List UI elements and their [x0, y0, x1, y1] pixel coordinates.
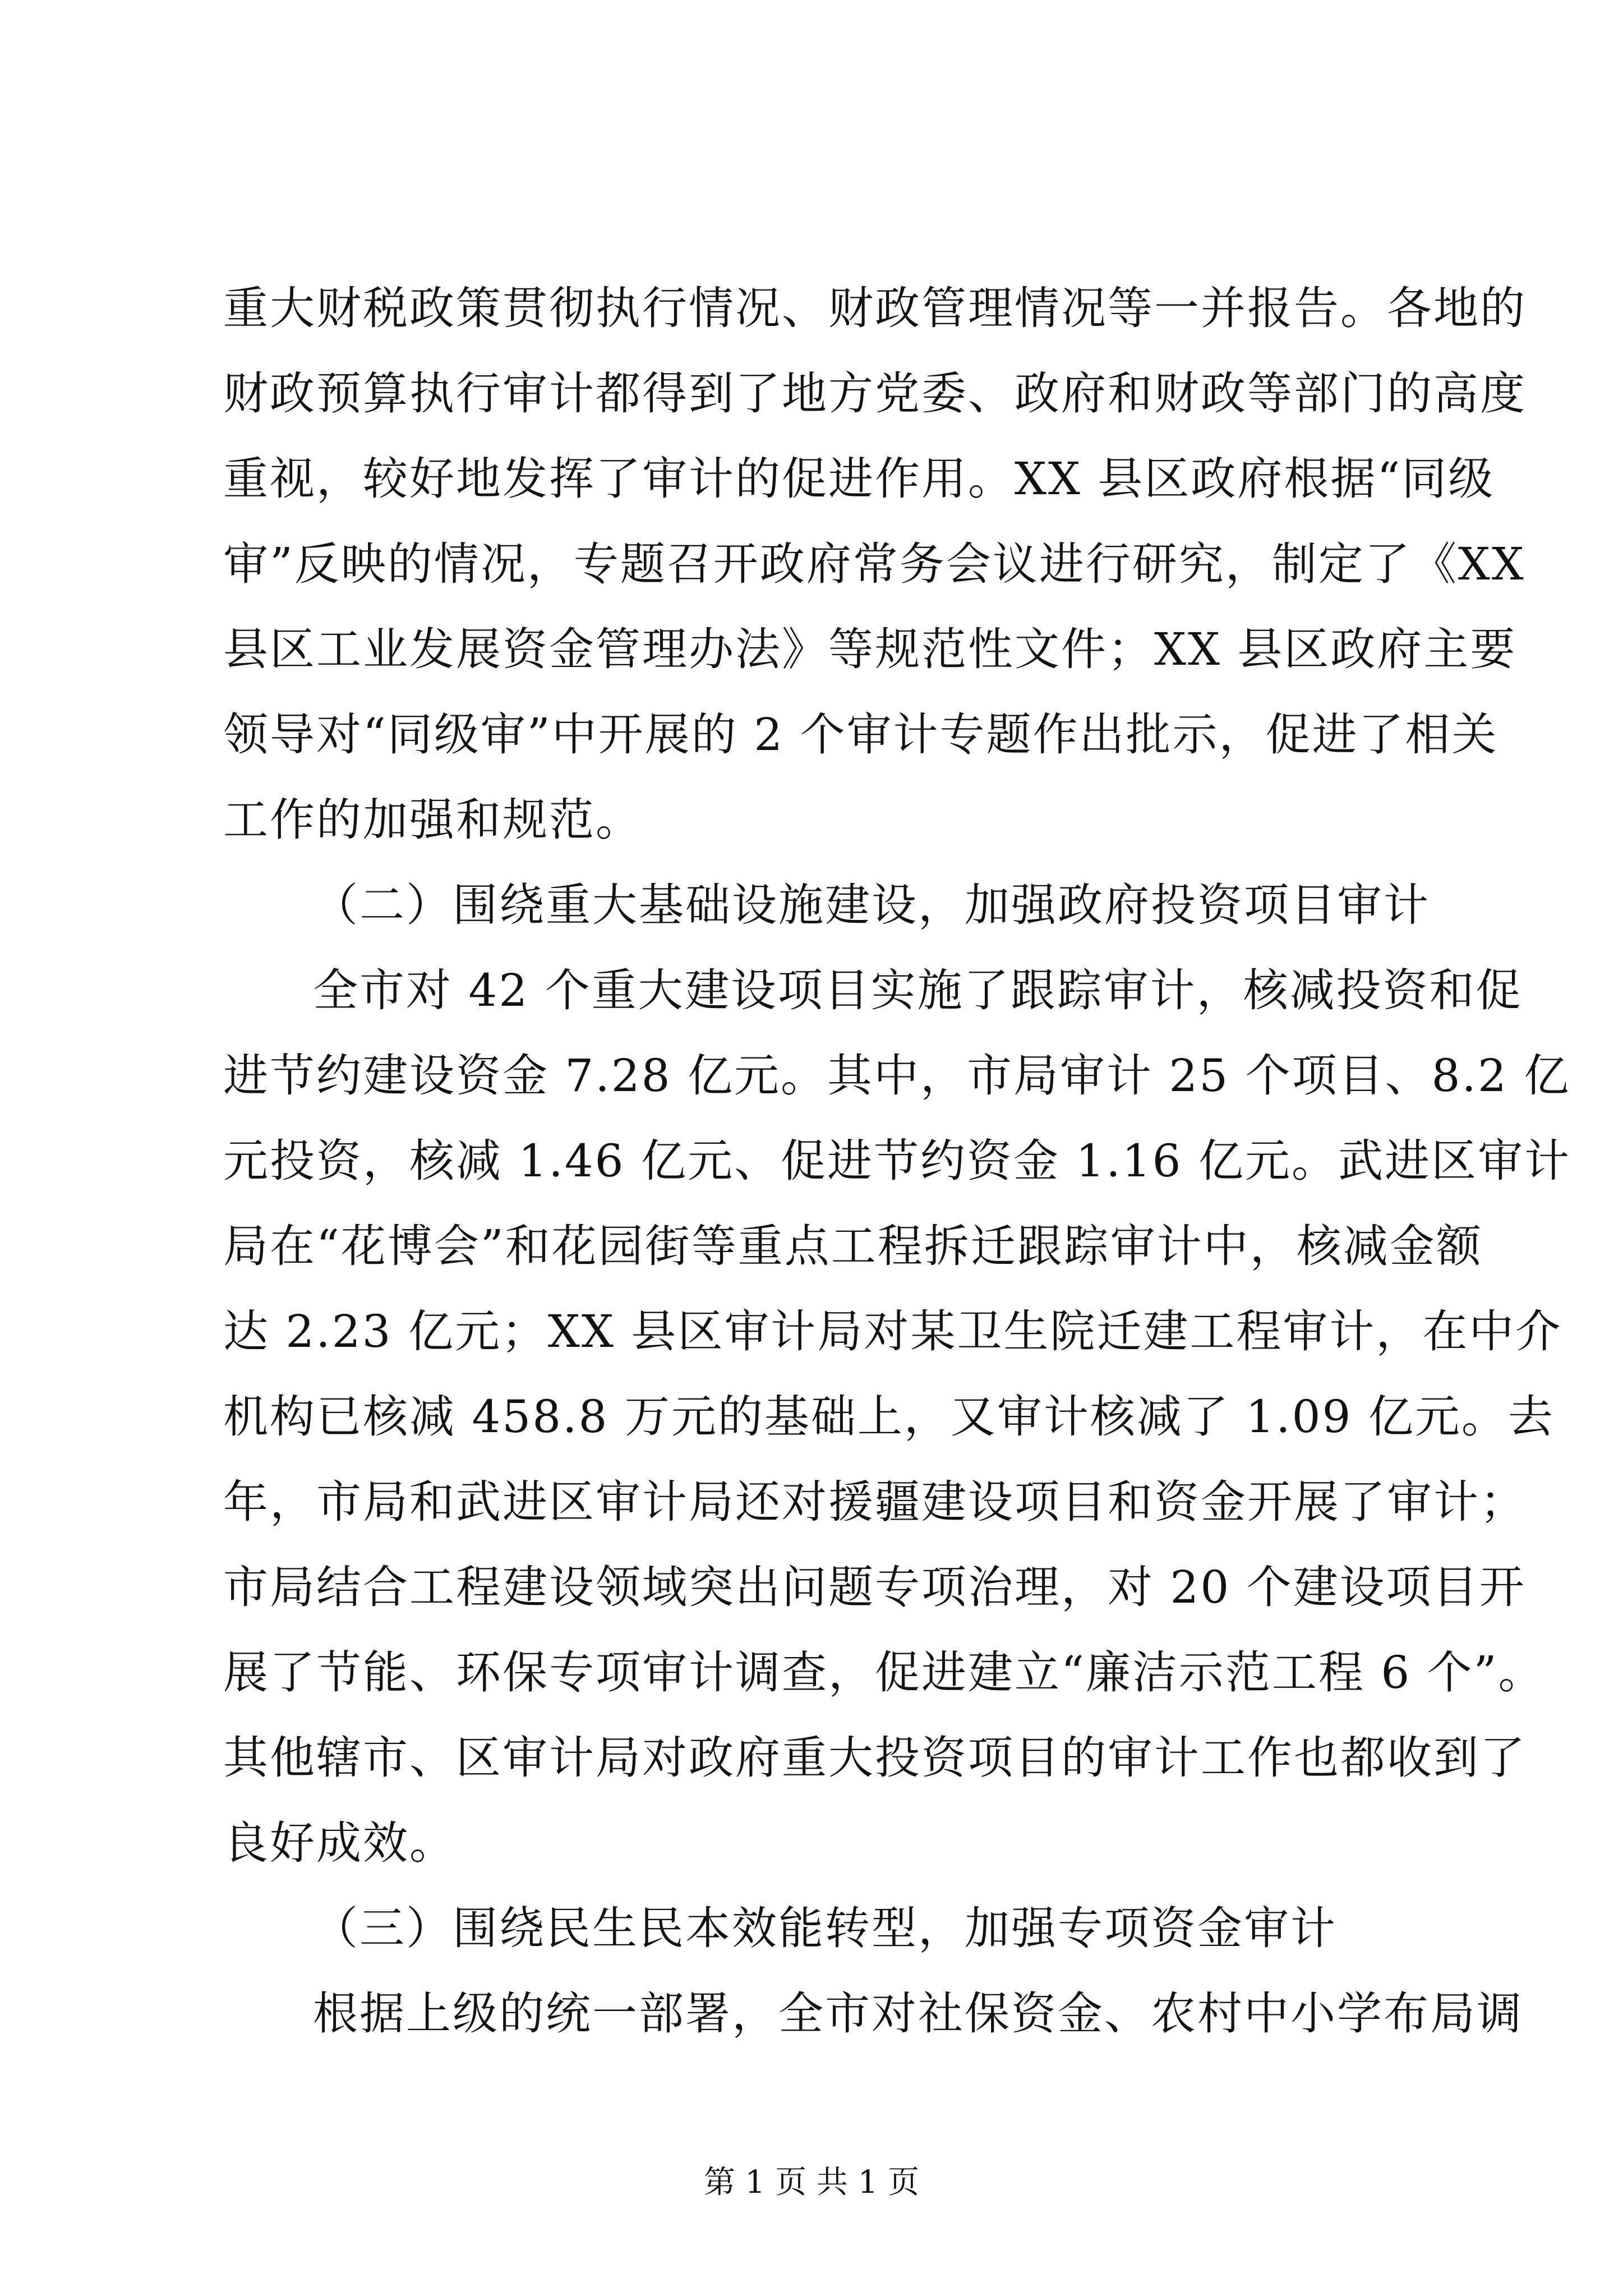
text-line: 展了节能、环保专项审计调查，促进建立“廉洁示范工程 6 个”。: [223, 1646, 1545, 1699]
text-line: 审”反映的情况，专题召开政府常务会议进行研究，制定了《XX: [223, 538, 1525, 590]
text-line: 重视，较好地发挥了审计的促进作用。XX 县区政府根据“同级: [223, 453, 1495, 505]
text-line: 机构已核减 458.8 万元的基础上，又审计核减了 1.09 亿元。去: [223, 1391, 1555, 1443]
text-line: 元投资，核减 1.46 亿元、促进节约资金 1.16 亿元。武进区审计: [223, 1135, 1571, 1187]
text-line: 良好成效。: [223, 1817, 456, 1869]
text-line: 局在“花博会”和花园街等重点工程拆迁跟踪审计中，核减金额: [223, 1220, 1483, 1272]
text-line: 县区工业发展资金管理办法》等规范性文件；XX 县区政府主要: [223, 623, 1517, 675]
text-line: 市局结合工程建设领域突出问题专项治理，对 20 个建设项目开: [223, 1561, 1526, 1613]
text-line: 达 2.23 亿元；XX 县区审计局对某卫生院迁建工程审计，在中介: [223, 1305, 1562, 1358]
text-line: 根据上级的统一部署，全市对社保资金、农村中小学布局调: [313, 1987, 1523, 2040]
text-line: 领导对“同级审”中开展的 2 个审计专题作出批示，促进了相关: [223, 708, 1498, 761]
section-heading: （二）围绕重大基础设施建设，加强政府投资项目审计: [313, 879, 1430, 931]
text-line: 其他辖市、区审计局对政府重大投资项目的审计工作也都收到了: [223, 1732, 1527, 1784]
text-line: 进节约建设资金 7.28 亿元。其中，市局审计 25 个项目、8.2 亿: [223, 1050, 1571, 1102]
text-line: 工作的加强和规范。: [223, 794, 642, 846]
text-line: 全市对 42 个重大建设项目实施了跟踪审计，核减投资和促: [313, 964, 1523, 1016]
text-line: 年，市局和武进区审计局还对援疆建设项目和资金开展了审计；: [223, 1476, 1527, 1528]
section-heading: （三）围绕民生民本效能转型，加强专项资金审计: [313, 1902, 1337, 1954]
text-line: 财政预算执行审计都得到了地方党委、政府和财政等部门的高度: [223, 367, 1527, 420]
page-number-footer: 第 1 页 共 1 页: [703, 2164, 920, 2201]
text-line: 重大财税政策贯彻执行情况、财政管理情况等一并报告。各地的: [223, 282, 1527, 334]
